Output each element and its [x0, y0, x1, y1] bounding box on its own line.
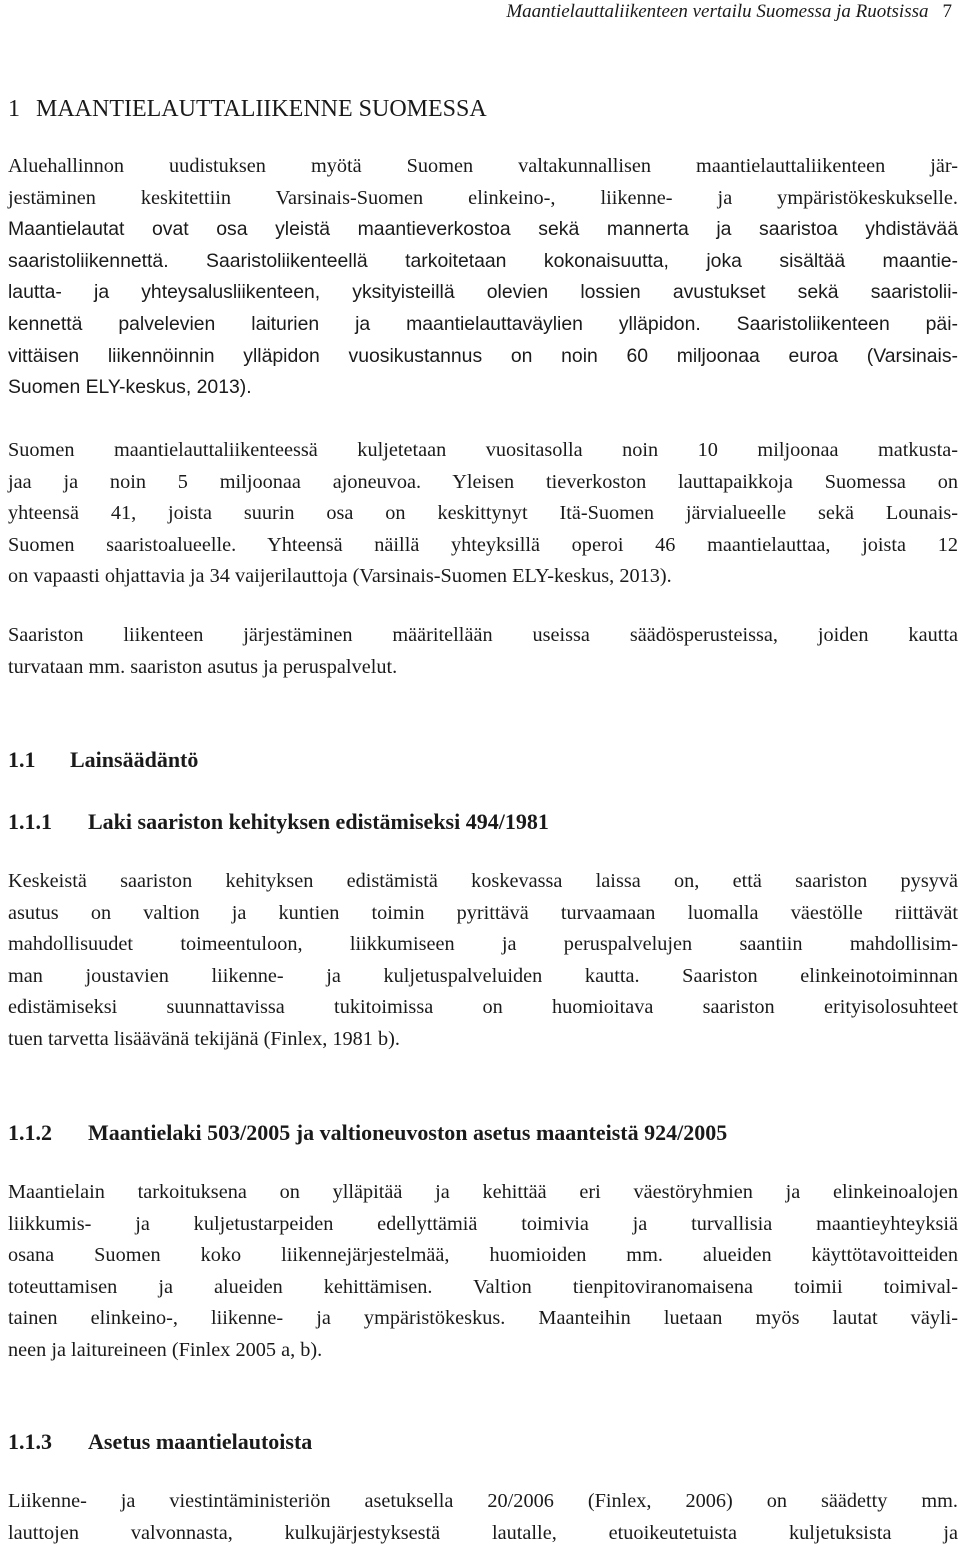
paragraph-line: kennettä palvelevien laiturien ja maantielauttaväylien ylläpidon. Saaristoliikenteen päi-	[8, 312, 958, 335]
section-heading-1-1-1	[8, 808, 549, 836]
section-heading-1-1-2	[8, 1119, 727, 1147]
paragraph-1-1-1	[8, 866, 958, 1056]
page-number: 7	[942, 1, 952, 22]
section-title: Maantielaki 503/2005 ja valtioneuvoston asetus maanteistä 924/2005	[88, 1120, 728, 1145]
section-heading-1-1	[8, 746, 198, 774]
paragraph-line: edistämiseksi suunnattavissa tukitoimissa on huomioitava saariston erityisolosuhteet	[8, 996, 958, 1019]
paragraph-line: saaristoliikennettä. Saaristoliikenteellä tarkoitetaan kokonaisuutta, joka sisältää maantie-	[8, 249, 958, 272]
paragraph-1-1-3	[8, 1486, 958, 1549]
paragraph-line: turvataan mm. saariston asutus ja peruspalvelut.	[8, 655, 398, 678]
paragraph-line: toteuttamisen ja alueiden kehittämisen. Valtion tienpitoviranomaisena toimii toimival-	[8, 1275, 958, 1298]
running-title: Maantielauttaliikenteen vertailu Suomessa ja Ruotsissa	[506, 1, 929, 22]
paragraph-line: liikkumis- ja kuljetustarpeiden edellyttämiä toimivia ja turvallisia maantieyhteyksiä	[8, 1212, 958, 1235]
chapter-title: MAANTIELAUTTALIIKENNE SUOMESSA	[36, 96, 487, 122]
paragraph-line: jaa ja noin 5 miljoonaa ajoneuvoa. Yleisen tieverkoston lauttapaikkoja Suomessa on	[8, 470, 958, 493]
paragraph-line: Suomen ELY-keskus, 2013).	[8, 376, 252, 399]
paragraph-line: on vapaasti ohjattavia ja 34 vaijerilauttoja (Varsinais-Suomen ELY-keskus, 2013).	[8, 565, 672, 588]
running-header	[506, 0, 952, 24]
paragraph-line: Maantielain tarkoituksena on ylläpitää ja kehittää eri väestöryhmien ja elinkeinoalojen	[8, 1181, 958, 1203]
paragraph-line: Maantielautat ovat osa yleistä maantieverkostoa sekä mannerta ja saaristoa yhdistävää	[8, 218, 958, 241]
paragraph-line: Liikenne- ja viestintäministeriön asetuksella 20/2006 (Finlex, 2006) on säädetty mm.	[8, 1490, 958, 1512]
section-heading-1-1-3	[8, 1428, 312, 1456]
section-number: 1.1	[8, 747, 36, 772]
section-title: Laki saariston kehityksen edistämiseksi 494/1981	[88, 809, 549, 834]
chapter-heading	[8, 94, 487, 124]
paragraph-line: Aluehallinnon uudistuksen myötä Suomen valtakunnallisen maantielauttaliikenteen jär-	[8, 155, 958, 177]
section-number: 1.1.1	[8, 809, 52, 834]
paragraph-line: osana Suomen koko liikennejärjestelmää, huomioiden mm. alueiden käyttötavoitteiden	[8, 1244, 958, 1267]
paragraph-line: neen ja laitureineen (Finlex 2005 a, b).	[8, 1338, 323, 1361]
paragraph-line: vittäisen liikennöinnin ylläpidon vuosikustannus on noin 60 miljoonaa euroa (Varsinais-	[8, 344, 958, 367]
paragraph-3	[8, 620, 958, 683]
section-number: 1.1.3	[8, 1429, 52, 1454]
chapter-number: 1	[8, 96, 20, 122]
section-title: Lainsäädäntö	[70, 747, 199, 772]
paragraph-line: lautta- ja yhteysalusliikenteen, yksityisteillä olevien lossien avustukset sekä saaristolii-	[8, 281, 958, 304]
paragraph-1	[8, 151, 958, 404]
paragraph-1-1-2	[8, 1177, 958, 1367]
paragraph-line: man joustavien liikenne- ja kuljetuspalveluiden kautta. Saariston elinkeinotoiminnan	[8, 964, 958, 987]
paragraph-line: Saariston liikenteen järjestäminen määritellään useissa säädösperusteissa, joiden kautta	[8, 624, 958, 646]
section-title: Asetus maantielautoista	[88, 1429, 313, 1454]
paragraph-line: tuen tarvetta lisäävänä tekijänä (Finlex, 1981 b).	[8, 1027, 400, 1050]
paragraph-line: yhteensä 41, joista suurin osa on keskittynyt Itä-Suomen järvialueelle sekä Lounais-	[8, 502, 958, 525]
paragraph-line: Suomen maantielauttaliikenteessä kuljetetaan vuositasolla noin 10 miljoonaa matkusta-	[8, 439, 958, 461]
section-number: 1.1.2	[8, 1120, 52, 1145]
paragraph-line: Keskeistä saariston kehityksen edistämistä koskevassa laissa on, että saariston pysyvä	[8, 870, 958, 892]
paragraph-line: asutus on valtion ja kuntien toimin pyrittävä turvaamaan luomalla väestölle riittävät	[8, 901, 958, 924]
paragraph-line: Suomen saaristoalueelle. Yhteensä näillä yhteyksillä operoi 46 maantielauttaa, joista 12	[8, 533, 958, 556]
paragraph-line: tainen elinkeino-, liikenne- ja ympäristökeskus. Maanteihin luetaan myös lautat väyli-	[8, 1307, 958, 1330]
paragraph-line: jestäminen keskitettiin Varsinais-Suomen elinkeino-, liikenne- ja ympäristökeskukselle.	[8, 186, 958, 209]
paragraph-line: lauttojen valvonnasta, kulkujärjestyksestä lautalle, etuoikeutetuista kuljetuksista ja	[8, 1521, 958, 1544]
paragraph-2	[8, 435, 958, 593]
paragraph-line: mahdollisuudet toimeentuloon, liikkumiseen ja peruspalvelujen saantiin mahdollisim-	[8, 933, 958, 956]
